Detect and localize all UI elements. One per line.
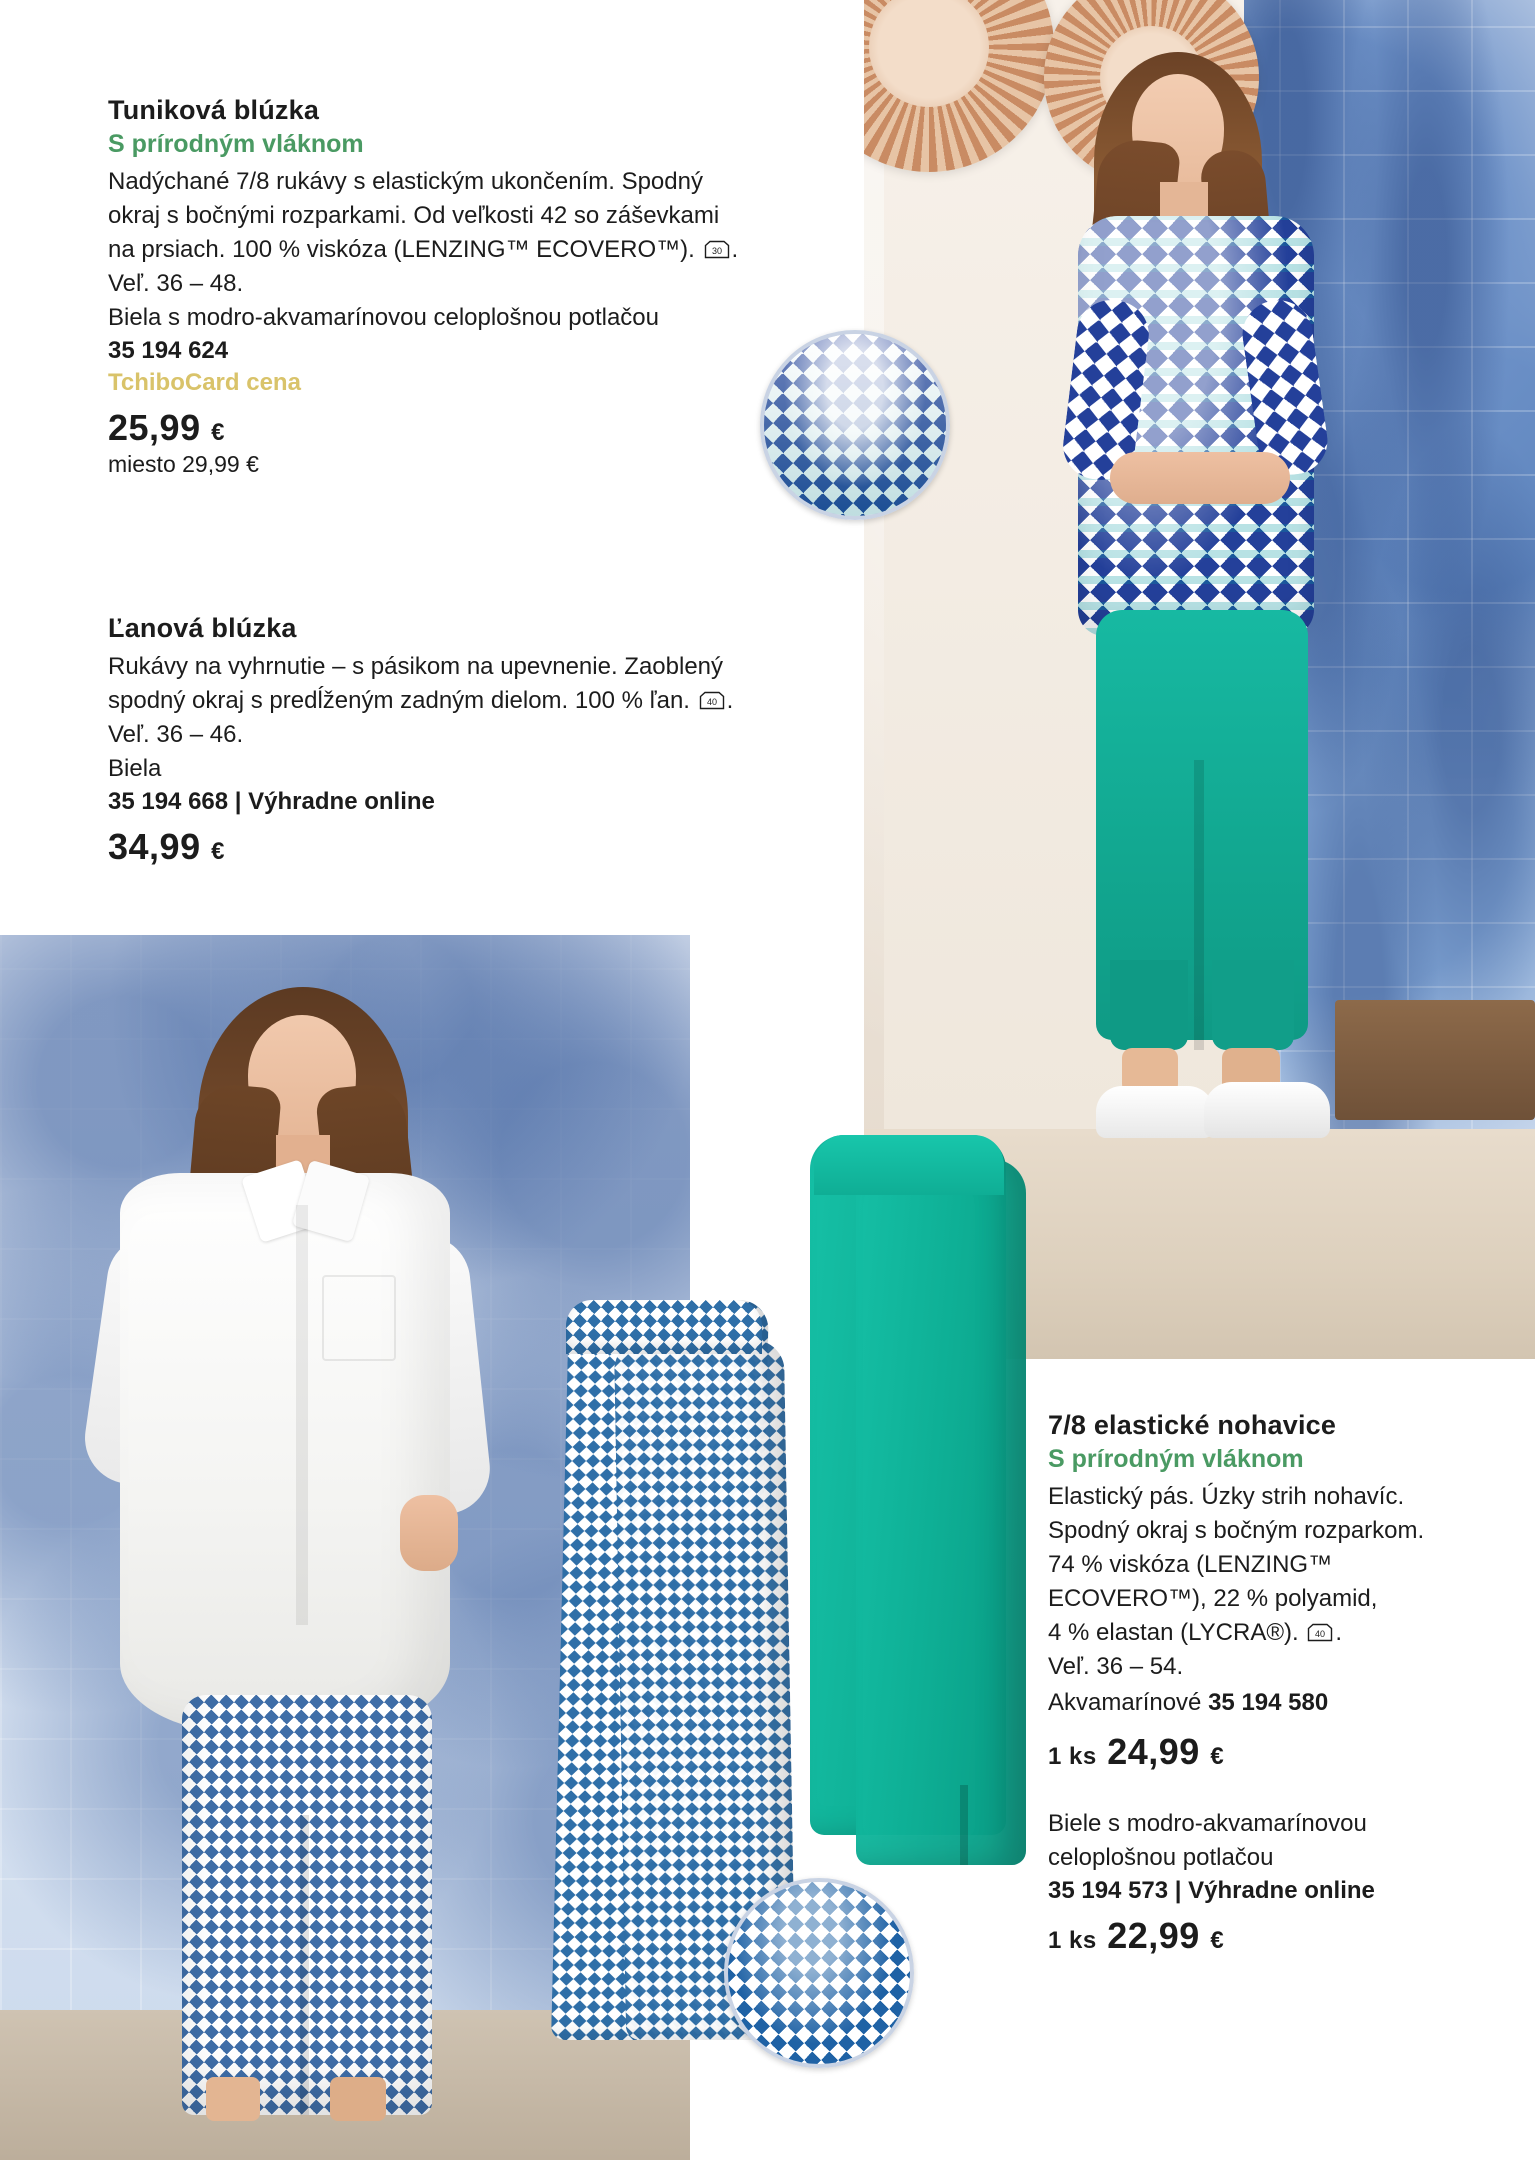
variant-color-line-1: Biele s modro-akvamarínovou [1048, 1809, 1367, 1837]
unit-label: 1 ks [1048, 1926, 1097, 1954]
price-currency: € [211, 419, 225, 447]
wash-care-icon [699, 690, 725, 711]
price-value: 34,99 [108, 826, 201, 868]
model-hand-right [400, 1495, 458, 1571]
product-color: Biela s modro-akvamarínovou celoplošnou potlačou [108, 304, 659, 332]
trouser-calf-right [1212, 960, 1294, 1050]
price-currency: € [211, 838, 225, 866]
desc-line-1: Elastický pás. Úzky strih nohavíc. [1048, 1483, 1405, 1510]
model-ankle-right [330, 2077, 386, 2121]
wash-care-icon [1307, 1622, 1333, 1643]
variant-article-code: 35 194 573 | Výhradne online [1048, 1876, 1375, 1904]
svg-text:40: 40 [706, 697, 717, 708]
product-description: Rukávy na vyhrnutie – s pásikom na upevnenie. Zaoblený spodný okraj s predĺženým zadným dielom. 100 % ľan. 40 . [108, 653, 734, 715]
trouser-calf-left [1110, 960, 1188, 1050]
desc-line-4: ECOVERO™), 22 % polyamid, [1048, 1585, 1378, 1613]
desc-line-5: 4 % elastan (LYCRA®). [1048, 1619, 1299, 1647]
white-sneaker-right [1204, 1082, 1330, 1138]
variant-color: Akvamarínové [1048, 1689, 1202, 1717]
aquamarine-trousers-cutout [810, 1135, 1030, 1865]
desc-line-1: Nadýchané 7/8 rukávy s elastickým ukončením. Spodný [108, 168, 703, 195]
variant-article-code: 35 194 580 [1208, 1689, 1329, 1717]
variant-aqua [1048, 1686, 1478, 1720]
unit-label: 1 ks [1048, 1742, 1097, 1770]
svg-text:40: 40 [1315, 1629, 1326, 1640]
shirt-pocket [322, 1275, 396, 1361]
desc-line-3: na prsiach. 100 % viskóza (LENZING™ ECOVERO™). [108, 236, 695, 264]
variant-printed [1048, 1807, 1478, 1875]
product-block-linen-blouse [108, 613, 808, 868]
product-block-elastic-trousers [1048, 1410, 1478, 1957]
product-title: Tuniková blúzka [108, 95, 320, 125]
desc-line-2: okraj s bočnými rozparkami. Od veľkosti 42 so záševkami [108, 202, 720, 230]
trouser-waistband [814, 1135, 1004, 1195]
product-description: Elastický pás. Úzky strih nohavíc. Spodný okraj s bočným rozparkom. 74 % viskóza (LENZING™ ECOVERO™), 22 % polyamid, 4 % elastan (LYCRA®). 40 . [1048, 1483, 1425, 1647]
trouser-leg-split [1194, 760, 1204, 1050]
svg-text:30: 30 [711, 246, 722, 257]
trouser-leg [856, 1159, 1026, 1865]
side-table [1335, 1000, 1535, 1120]
price-value: 22,99 [1107, 1914, 1200, 1956]
product-old-price: miesto 29,99 € [108, 451, 259, 478]
tchibocard-price-label: TchiboCard cena [108, 369, 301, 397]
shirt-placket [296, 1205, 308, 1625]
desc-line-2: spodný okraj s predĺženým zadným dielom. 100 % ľan. [108, 687, 690, 715]
white-linen-blouse [120, 1173, 450, 1733]
price-value: 25,99 [108, 407, 201, 449]
product-color: Biela [108, 755, 162, 783]
product-price [108, 826, 808, 868]
price-currency: € [1210, 1926, 1225, 1954]
product-sizes: Veľ. 36 – 46. [108, 721, 244, 749]
product-description: Nadýchané 7/8 rukávy s elastickým ukončením. Spodný okraj s bočnými rozparkami. Od veľkosti 42 so záševkami na prsiach. 100 % viskóza (LENZING™ ECOVERO™). 30 . [108, 168, 739, 264]
variant-price-printed [1048, 1915, 1478, 1957]
product-title: Ľanová blúzka [108, 613, 297, 643]
white-sneaker-left [1096, 1086, 1214, 1138]
price-value: 24,99 [1107, 1730, 1200, 1772]
trouser-leg-split [300, 1815, 309, 2115]
fabric-swatch-trousers [724, 1878, 914, 2068]
product-title: 7/8 elastické nohavice [1048, 1410, 1337, 1440]
product-sizes: Veľ. 36 – 48. [108, 270, 244, 298]
trouser-hem-slit [960, 1785, 968, 1865]
product-subtitle: S prírodným vláknom [1048, 1445, 1304, 1473]
product-article-code: 35 194 668 | Výhradne online [108, 788, 435, 816]
product-price [108, 407, 808, 449]
product-subtitle: S prírodným vláknom [108, 130, 364, 158]
product-sizes: Veľ. 36 – 54. [1048, 1653, 1184, 1681]
wash-care-icon [704, 239, 730, 260]
swatch-sheen [728, 1882, 910, 2064]
price-currency: € [1210, 1742, 1225, 1770]
variant-color-line-2: celoplošnou potlačou [1048, 1843, 1274, 1871]
product-block-tunic-blouse [108, 95, 808, 478]
desc-line-1: Rukávy na vyhrnutie – s pásikom na upevnenie. Zaoblený [108, 653, 724, 680]
product-article-code: 35 194 624 [108, 337, 229, 365]
desc-line-2: Spodný okraj s bočným rozparkom. [1048, 1517, 1425, 1545]
model-hands [1110, 452, 1290, 504]
model-ankle-left [206, 2077, 260, 2121]
desc-line-3: 74 % viskóza (LENZING™ [1048, 1551, 1333, 1579]
trouser-waistband [566, 1300, 762, 1354]
variant-price-aqua [1048, 1731, 1478, 1773]
